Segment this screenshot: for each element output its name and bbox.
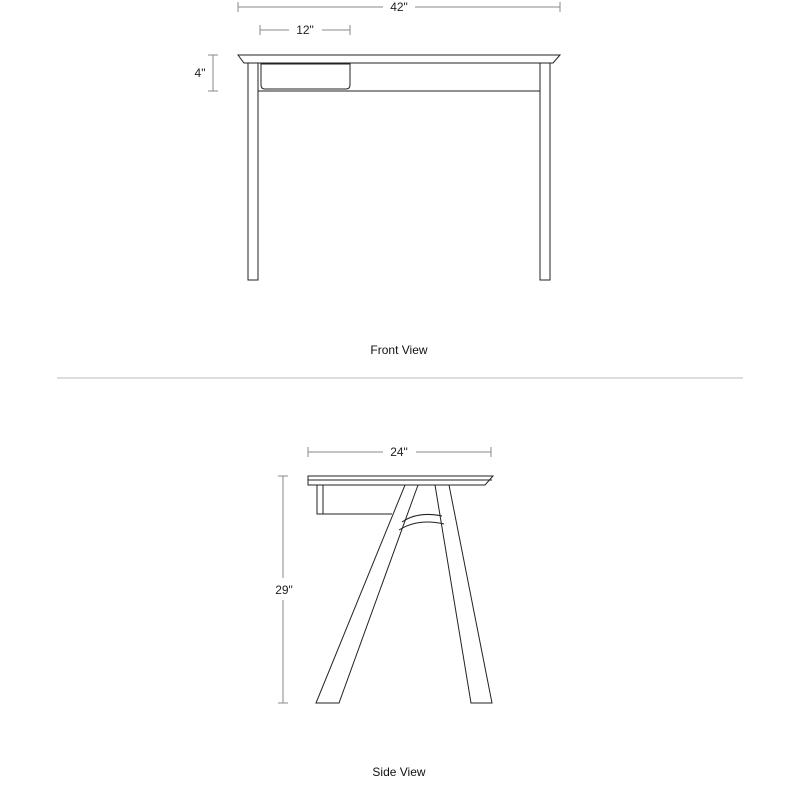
- front-view-caption: Front View: [370, 343, 428, 357]
- front-left-leg: [248, 63, 258, 280]
- side-cross-brace: [402, 514, 442, 522]
- front-drawer-height-label: 4": [194, 66, 206, 80]
- side-front-leg: [316, 485, 418, 703]
- front-view: [238, 55, 560, 280]
- side-back-leg: [435, 485, 492, 703]
- side-drawer: [323, 485, 392, 514]
- front-width-label: 42": [390, 0, 408, 14]
- front-tabletop: [238, 55, 560, 63]
- side-drawer-front: [317, 485, 323, 514]
- front-drawer-width-label: 12": [296, 23, 314, 37]
- side-height-label: 29": [275, 583, 293, 597]
- side-view: [308, 476, 493, 703]
- front-right-leg: [540, 63, 550, 280]
- side-depth-label: 24": [390, 445, 408, 459]
- side-view-caption: Side View: [372, 765, 426, 779]
- front-drawer: [261, 64, 350, 89]
